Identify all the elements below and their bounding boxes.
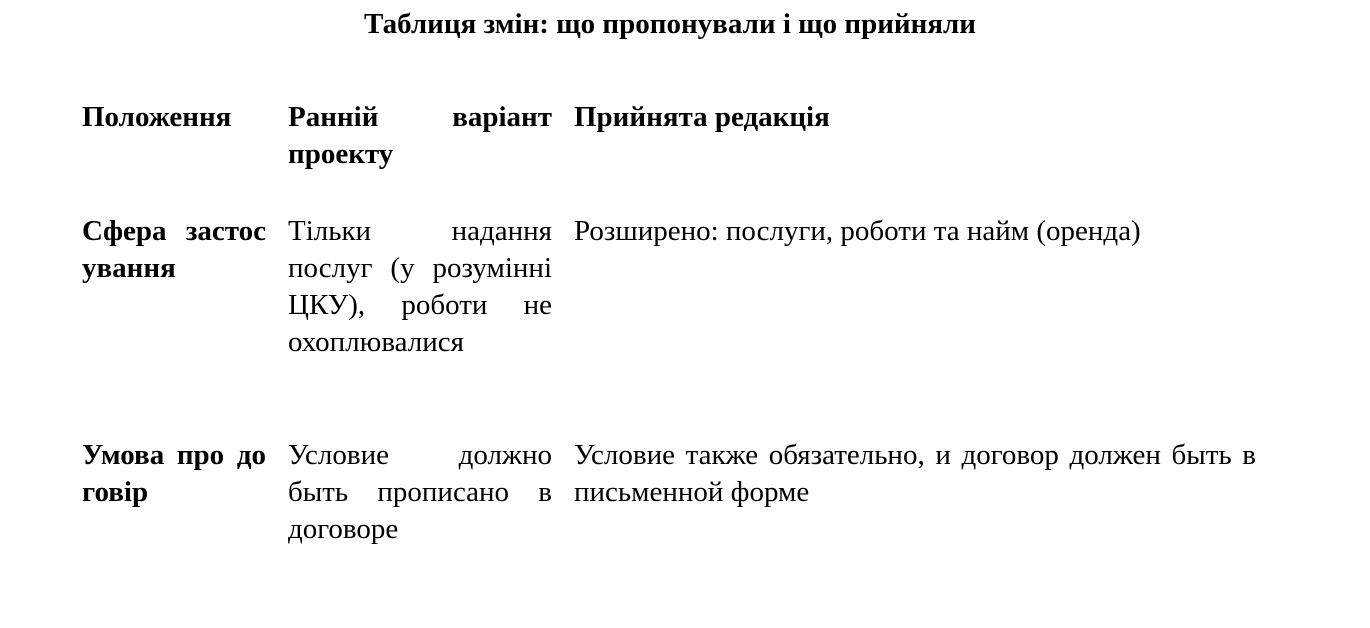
changes-table — [72, 82, 1268, 548]
header-adopted-version: Прийнята редакція — [574, 101, 830, 133]
header-early-draft: Ранній варіант проекту — [288, 101, 552, 170]
table-row — [72, 435, 1268, 548]
provision-cell: Сфера застосування — [82, 215, 266, 284]
document-title: Таблиця змін: що пропонували і що прийняли — [363, 8, 976, 40]
table-header-row — [72, 82, 1268, 193]
provision-cell: Умова про договір — [82, 439, 266, 508]
table-row — [72, 193, 1268, 435]
early-draft-cell: Условие должно быть прописано в договоре — [288, 439, 552, 545]
early-draft-cell: Тільки надання послуг (у розумінні ЦКУ), роботи не охоплювалися — [288, 215, 552, 358]
adopted-version-cell: Розширено: послуги, роботи та найм (оренда) — [574, 215, 1141, 247]
header-provision: Положення — [82, 101, 232, 133]
adopted-version-cell: Условие также обязательно, и договор должен быть в письменной форме — [574, 439, 1256, 508]
